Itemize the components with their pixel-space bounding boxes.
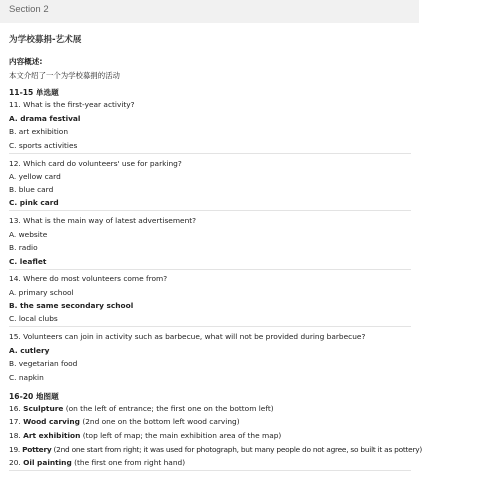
map-item-number: 16. (9, 404, 21, 413)
q13-option-c: C. leaflet (9, 257, 47, 266)
map-item-number: 20. (9, 458, 21, 467)
mc-heading: 11-15 单选题 (9, 88, 59, 97)
q14-option-a: A. primary school (9, 288, 74, 297)
q11-option-c: C. sports activities (9, 141, 78, 150)
map-item-note: (2nd one on the bottom left wood carving) (82, 417, 240, 426)
map-item-name: Art exhibition (23, 431, 81, 440)
map-item-name: Wood carving (23, 417, 80, 426)
question-15: 15. Volunteers can join in activity such as barbecue, what will not be provided during barbecue? (9, 332, 366, 341)
divider (9, 326, 411, 327)
divider (9, 269, 411, 270)
divider (9, 470, 411, 471)
map-item-note: (on the left of entrance; the first one on the bottom left) (65, 404, 274, 413)
overview-text: 本文介绍了一个为学校募捐的活动 (9, 71, 120, 80)
map-item-note: (2nd one start from right; it was used for photograph, but many people do not agree, so built it as pottery) (53, 445, 423, 454)
map-item-note: (the first one from right hand) (74, 458, 186, 467)
map-item-19 (9, 446, 422, 453)
q15-option-b: B. vegetarian food (9, 359, 78, 368)
divider (9, 210, 411, 211)
q15-option-c: C. napkin (9, 373, 44, 382)
map-item-20 (9, 459, 185, 466)
question-11: 11. What is the first-year activity? (9, 100, 135, 109)
q13-option-a: A. website (9, 230, 48, 239)
overview-label: 内容概述: (9, 57, 43, 66)
question-12: 12. Which card do volunteers' use for parking? (9, 159, 182, 168)
divider (9, 153, 411, 154)
question-13: 13. What is the main way of latest advertisement? (9, 216, 197, 225)
q14-option-b: B. the same secondary school (9, 301, 134, 310)
section-label: Section 2 (9, 4, 49, 15)
map-item-number: 18. (9, 431, 21, 440)
map-item-17 (9, 418, 240, 425)
q12-option-b: B. blue card (9, 185, 54, 194)
map-heading: 16-20 地图题 (9, 392, 59, 401)
map-item-number: 17. (9, 417, 21, 426)
q14-option-c: C. local clubs (9, 314, 58, 323)
map-item-note: (top left of map; the main exhibition area of the map) (82, 431, 282, 440)
q13-option-b: B. radio (9, 243, 38, 252)
map-item-name: Oil painting (23, 458, 72, 467)
q11-option-b: B. art exhibition (9, 127, 69, 136)
map-item-18 (9, 432, 281, 439)
page-title: 为学校募捐-艺术展 (9, 35, 82, 45)
question-14: 14. Where do most volunteers come from? (9, 274, 168, 283)
q12-option-c: C. pink card (9, 198, 59, 207)
map-item-number: 19. (9, 445, 21, 454)
map-item-16 (9, 405, 274, 412)
q15-option-a: A. cutlery (9, 346, 50, 355)
q12-option-a: A. yellow card (9, 172, 61, 181)
map-item-name: Pottery (22, 445, 52, 454)
section-header (0, 0, 419, 23)
map-item-name: Sculpture (23, 404, 64, 413)
q11-option-a: A. drama festival (9, 114, 81, 123)
